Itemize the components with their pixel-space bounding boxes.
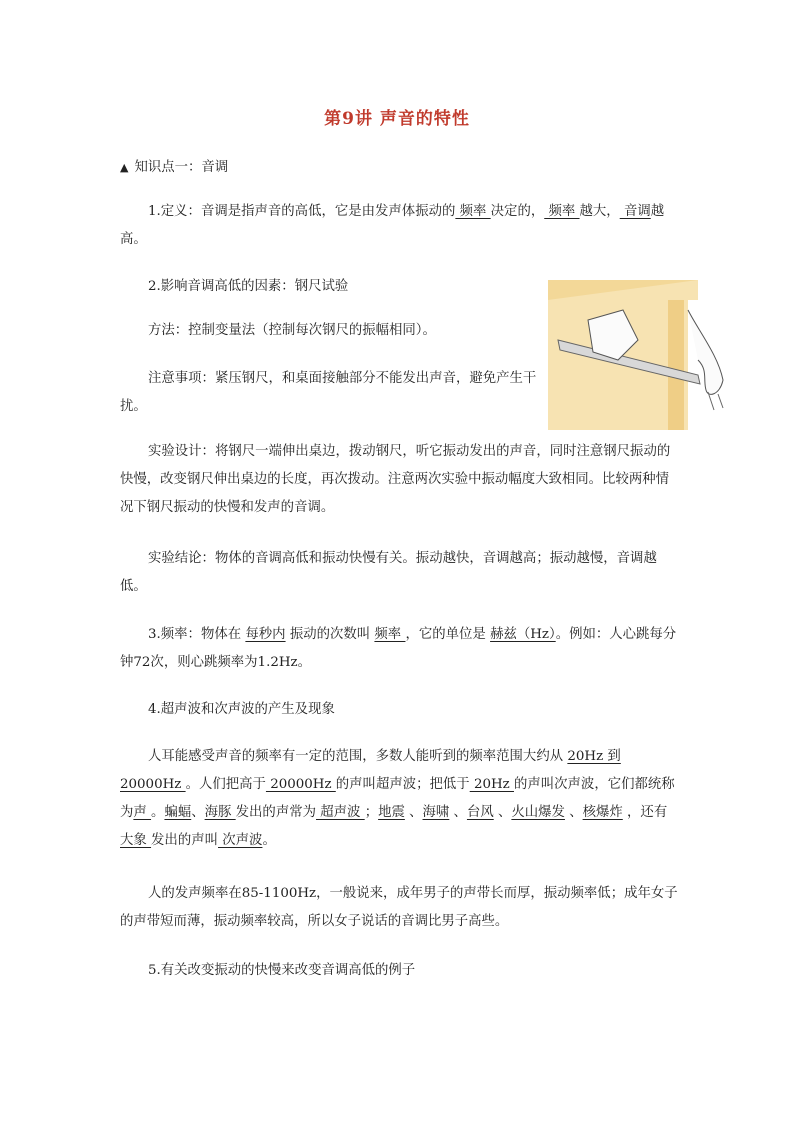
ruler-experiment-illustration	[548, 280, 784, 430]
ultrasound-paragraph: 人耳能感受声音的频率有一定的范围，多数人能听到的频率范围大约从 20Hz 到 20000Hz 。人们把高于 20000Hz 的声叫超声波；把低于 20Hz 的声叫次声波，它们都统称为声 。蝙蝠、海豚 发出的声常为 超声波 ；地震 、海啸 、台风 、火山爆发 、核爆炸 ，还有大象 发出的声叫 次声波。	[120, 749, 675, 848]
table-leg	[668, 300, 684, 430]
design-paragraph: 实验设计：将钢尺一端伸出桌边，拨动钢尺，听它振动发出的声音，同时注意钢尺振动的快慢，改变钢尺伸出桌边的长度，再次拨动。注意两次实验中振动幅度大致相同。比较两种情况下钢尺振动的快慢和发声的音调。	[120, 444, 671, 515]
conclusion-paragraph: 实验结论：物体的音调高低和振动快慢有关。振动越快，音调越高；振动越慢，音调越低。	[120, 551, 657, 594]
definition-paragraph: 1.定义：音调是指声音的高低，它是由发声体振动的 频率 决定的， 频率 越大， 音调越高。	[120, 204, 665, 247]
notes-paragraph: 注意事项：紧压钢尺，和桌面接触部分不能发出声音，避免产生干扰。	[120, 371, 537, 414]
page-title: 第9讲 声音的特性	[324, 109, 470, 129]
examples-heading: 5.有关改变振动的快慢来改变音调高低的例子	[148, 963, 416, 978]
method-paragraph: 方法：控制变量法（控制每次钢尺的振幅相同）。	[148, 323, 436, 338]
ultrasound-heading: 4.超声波和次声波的产生及现象	[148, 702, 335, 717]
factors-heading: 2.影响音调高低的因素：钢尺试验	[148, 279, 349, 294]
triangle-icon: ▲	[120, 161, 129, 174]
knowledge-point-heading: ▲ 知识点一：音调	[120, 160, 229, 175]
frequency-paragraph: 3.频率：物体在 每秒内 振动的次数叫 频率 ，它的单位是 赫兹（Hz）。例如：人心跳每分钟72次，则心跳频率为1.2Hz。	[120, 627, 677, 670]
voice-paragraph: 人的发声频率在85-1100Hz，一般说来，成年男子的声带长而厚，振动频率低；成年女子的声带短而薄，振动频率较高，所以女子说话的音调比男子高些。	[120, 886, 678, 929]
